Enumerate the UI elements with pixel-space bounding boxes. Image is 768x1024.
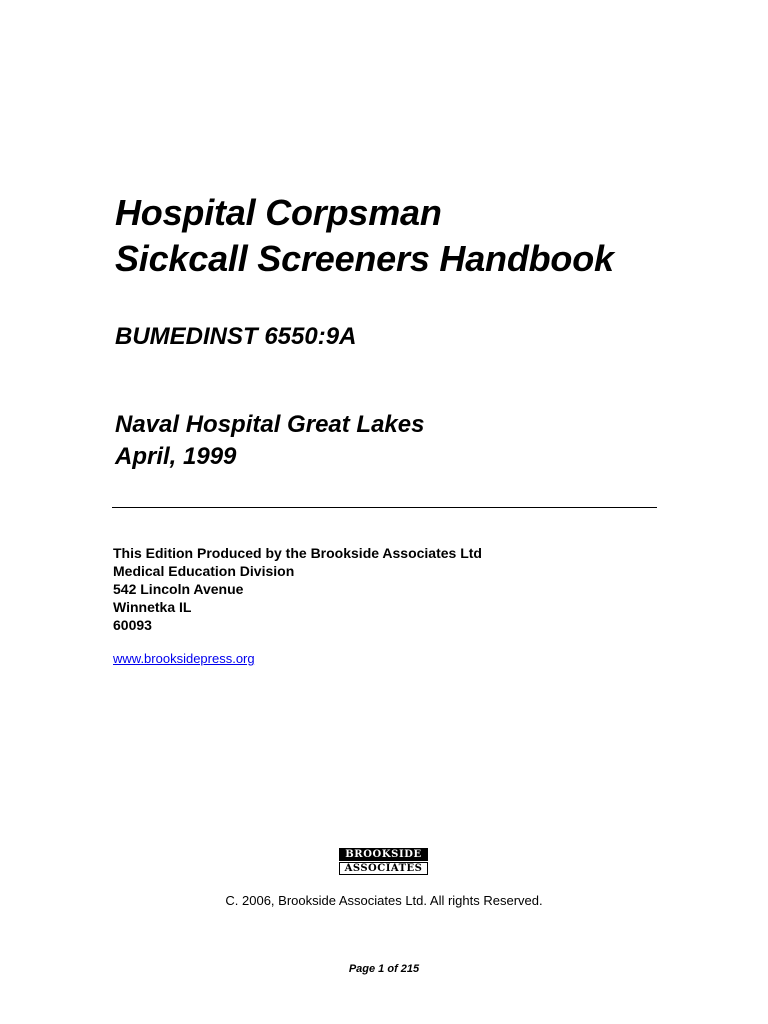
brookside-associates-logo — [338, 847, 429, 877]
publication-date: April, 1999 — [115, 443, 237, 470]
organization-name: Naval Hospital Great Lakes — [115, 411, 425, 438]
zip-line: 60093 — [113, 617, 152, 633]
horizontal-divider — [112, 507, 657, 508]
publisher-address-block — [113, 544, 482, 634]
instruction-number: BUMEDINST 6550:9A — [115, 323, 357, 350]
logo-top-text: BROOKSIDE — [339, 848, 428, 861]
logo-bottom-text: ASSOCIATES — [339, 862, 428, 875]
copyright-notice: C. 2006, Brookside Associates Ltd. All rights Reserved. — [225, 893, 543, 908]
website-link[interactable]: www.brooksidepress.org — [113, 651, 255, 666]
title-line-1: Hospital Corpsman — [115, 192, 442, 233]
title-line-2: Sickcall Screeners Handbook — [115, 238, 614, 279]
city-state-line: Winnetka IL — [113, 599, 192, 615]
street-line: 542 Lincoln Avenue — [113, 581, 244, 597]
edition-line: This Edition Produced by the Brookside Associates Ltd — [113, 545, 482, 561]
division-line: Medical Education Division — [113, 563, 295, 579]
page-number: Page 1 of 215 — [348, 963, 420, 975]
